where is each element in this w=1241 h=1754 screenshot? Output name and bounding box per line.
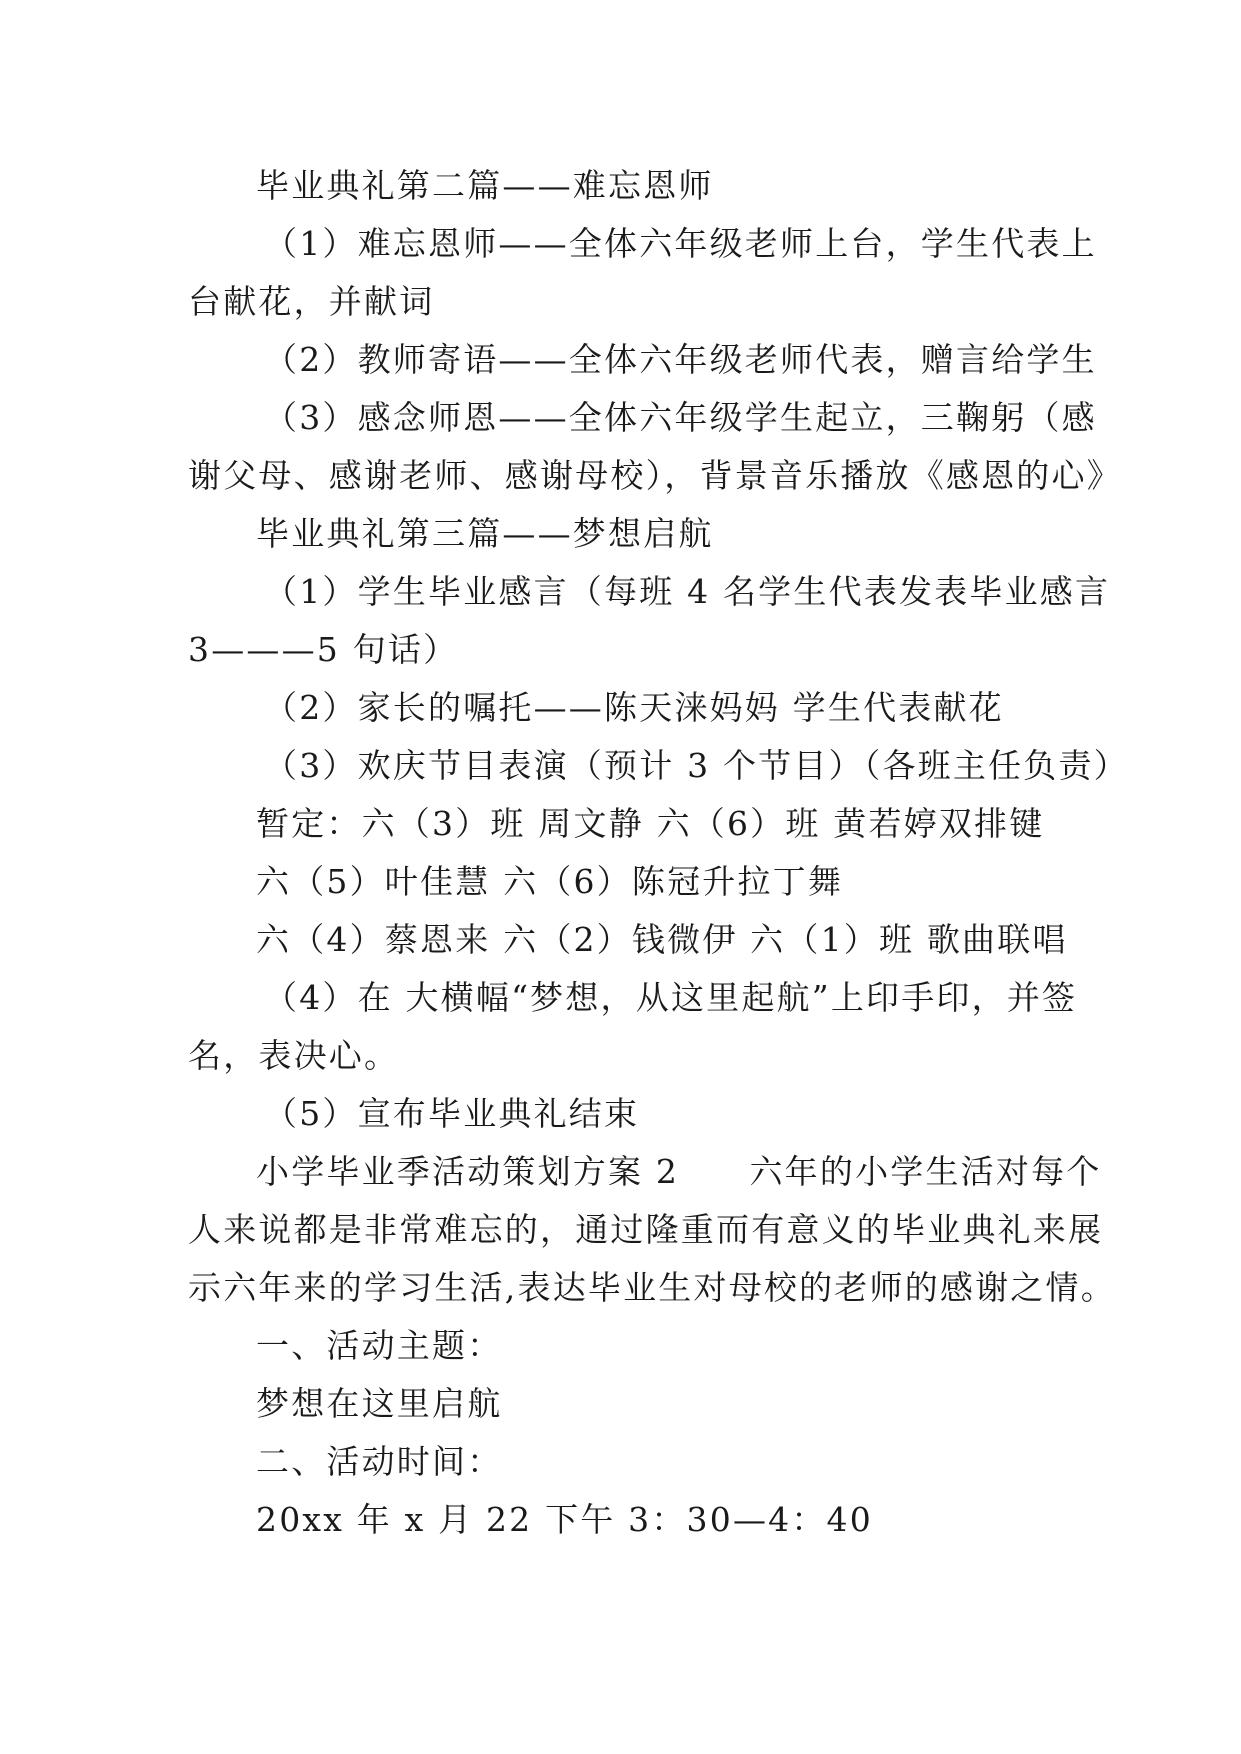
paragraph-item-3: （3）欢庆节目表演（预计 3 个节目）（各班主任负责） [264,746,1129,785]
paragraph-continued: 台献花，并献词 [188,282,435,321]
paragraph-continued: 名，表决心。 [188,1036,400,1075]
plan-title-paragraph: 小学毕业季活动策划方案 2 六年的小学生活对每个 [256,1152,1102,1191]
paragraph-continued: 3———5 句话） [188,630,459,669]
paragraph-item-5: （5）宣布毕业典礼结束 [264,1094,640,1133]
program-line: 六（4）蔡恩来 六（2）钱微伊 六（1）班 歌曲联唱 [256,920,1068,959]
heading-activity-time: 二、活动时间： [256,1442,503,1481]
paragraph-item-2: （2）教师寄语——全体六年级老师代表，赠言给学生 [264,340,1097,379]
paragraph-continued: 示六年来的学习生活,表达毕业生对母校的老师的感谢之情。 [188,1268,1116,1307]
activity-theme-text: 梦想在这里启航 [256,1384,503,1423]
activity-time-text: 20xx 年 x 月 22 下午 3：30—4：40 [256,1500,873,1539]
paragraph-continued: 谢父母、感谢老师、感谢母校），背景音乐播放《感恩的心》 [188,456,1122,495]
paragraph-continued: 人来说都是非常难忘的，通过隆重而有意义的毕业典礼来展 [188,1210,1104,1249]
program-line: 暂定：六（3）班 周文静 六（6）班 黄若婷双排键 [256,804,1045,843]
heading-activity-theme: 一、活动主题： [256,1326,503,1365]
paragraph-item-2: （2）家长的嘱托——陈天涞妈妈 学生代表献花 [264,688,1004,727]
paragraph-item-4: （4）在 大横幅“梦想，从这里起航”上印手印，并签 [264,978,1078,1017]
paragraph-item-1: （1）学生毕业感言（每班 4 名学生代表发表毕业感言 [264,572,1111,611]
section-heading-2: 毕业典礼第二篇——难忘恩师 [256,166,714,205]
section-heading-3: 毕业典礼第三篇——梦想启航 [256,514,714,553]
paragraph-item-1: （1）难忘恩师——全体六年级老师上台，学生代表上 [264,224,1097,263]
program-line: 六（5）叶佳慧 六（6）陈冠升拉丁舞 [256,862,844,901]
paragraph-item-3: （3）感念师恩——全体六年级学生起立，三鞠躬（感 [264,398,1097,437]
